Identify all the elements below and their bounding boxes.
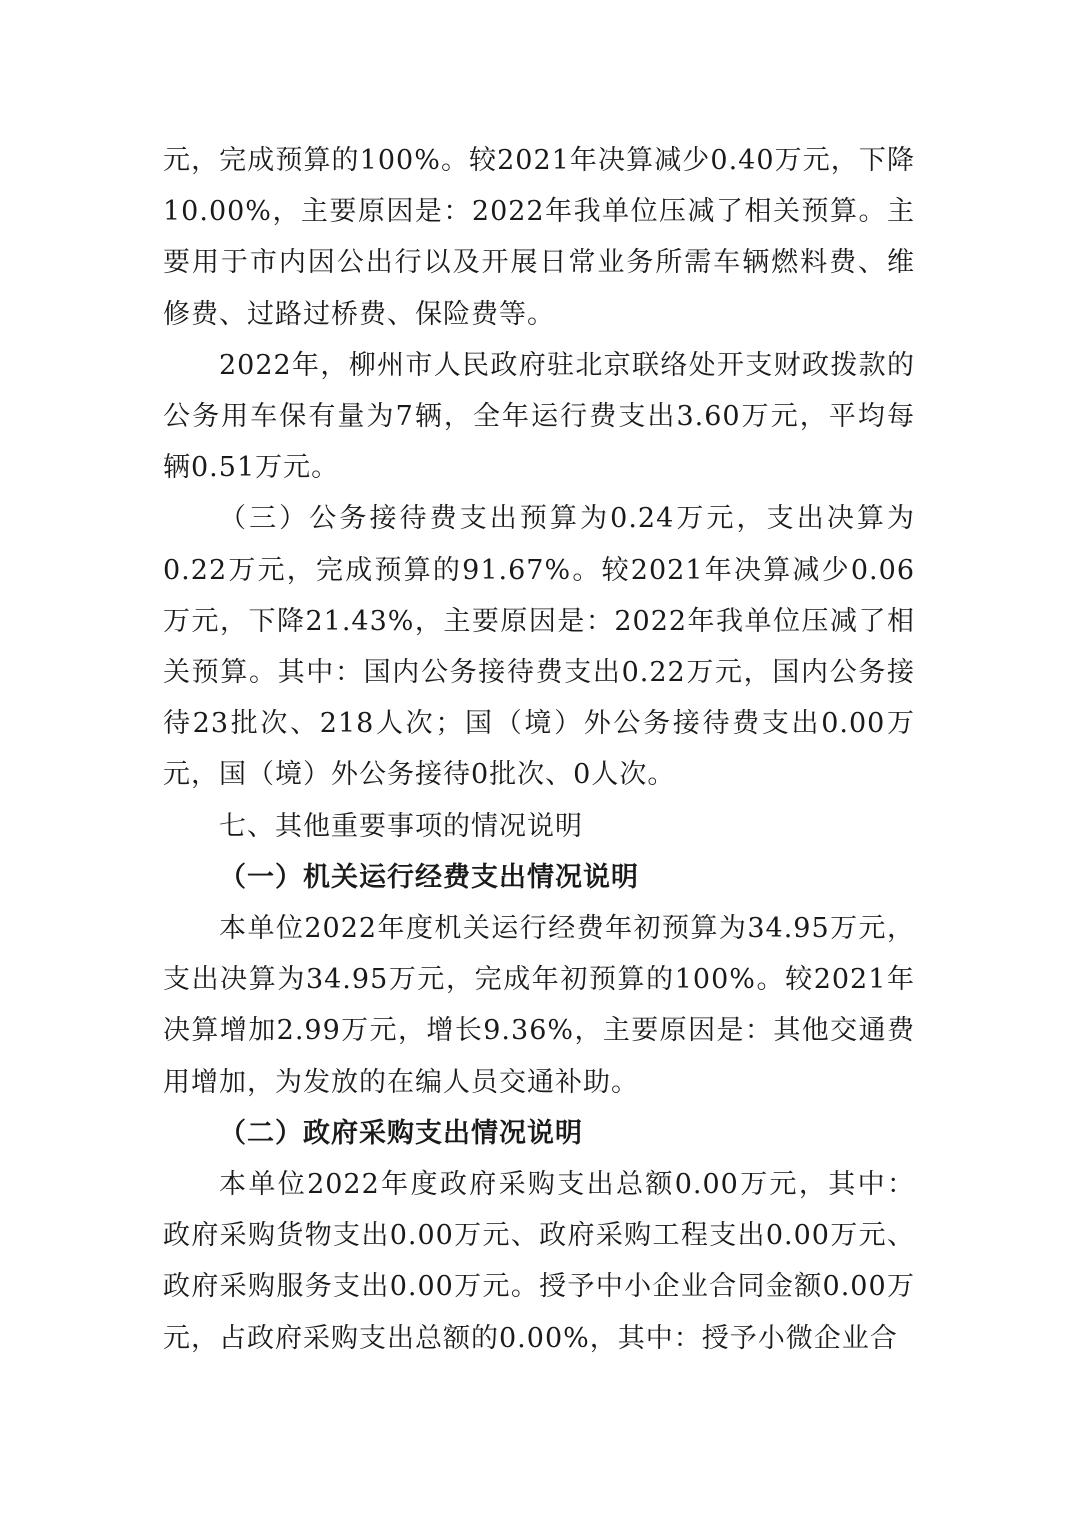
paragraph-vehicle-costs: 元，完成预算的100%。较2021年决算减少0.40万元，下降10.00%，主要原因是：2022年我单位压减了相关预算。主要用于市内因公出行以及开展日常业务所需车辆燃料费、维修费、过路过桥费、保险费等。: [163, 145, 915, 330]
paragraph-operating-expenses: 本单位2022年度机关运行经费年初预算为34.95万元，支出决算为34.95万元，完成年初预算的100%。较2021年决算增加2.99万元，增长9.36%，主要原因是：其他交通费用增加，为发放的在编人员交通补助。: [163, 913, 915, 1098]
paragraph-government-procurement: 本单位2022年度政府采购支出总额0.00万元，其中：政府采购货物支出0.00万元、政府采购工程支出0.00万元、政府采购服务支出0.00万元。授予中小企业合同金额0.00万元，占政府采购支出总额的0.00%，其中：授予小微企业合: [163, 1169, 915, 1354]
paragraph-vehicle-count: 2022年，柳州市人民政府驻北京联络处开支财政拨款的公务用车保有量为7辆，全年运行费支出3.60万元，平均每辆0.51万元。: [163, 349, 915, 484]
paragraph-reception-costs: （三）公务接待费支出预算为0.24万元，支出决算为0.22万元，完成预算的91.67%。较2021年决算减少0.06万元，下降21.43%，主要原因是：2022年我单位压减了相关预算。其中：国内公务接待费支出0.22万元，国内公务接待23批次、218人次；国（境）外公务接待费支出0.00万元，国（境）外公务接待0批次、0人次。: [163, 503, 915, 791]
section-heading-other-matters: 七、其他重要事项的情况说明: [219, 810, 583, 842]
document-body: [163, 135, 915, 1364]
subheading-operating-expenses: （一）机关运行经费支出情况说明: [219, 861, 639, 893]
subheading-government-procurement: （二）政府采购支出情况说明: [219, 1117, 583, 1149]
